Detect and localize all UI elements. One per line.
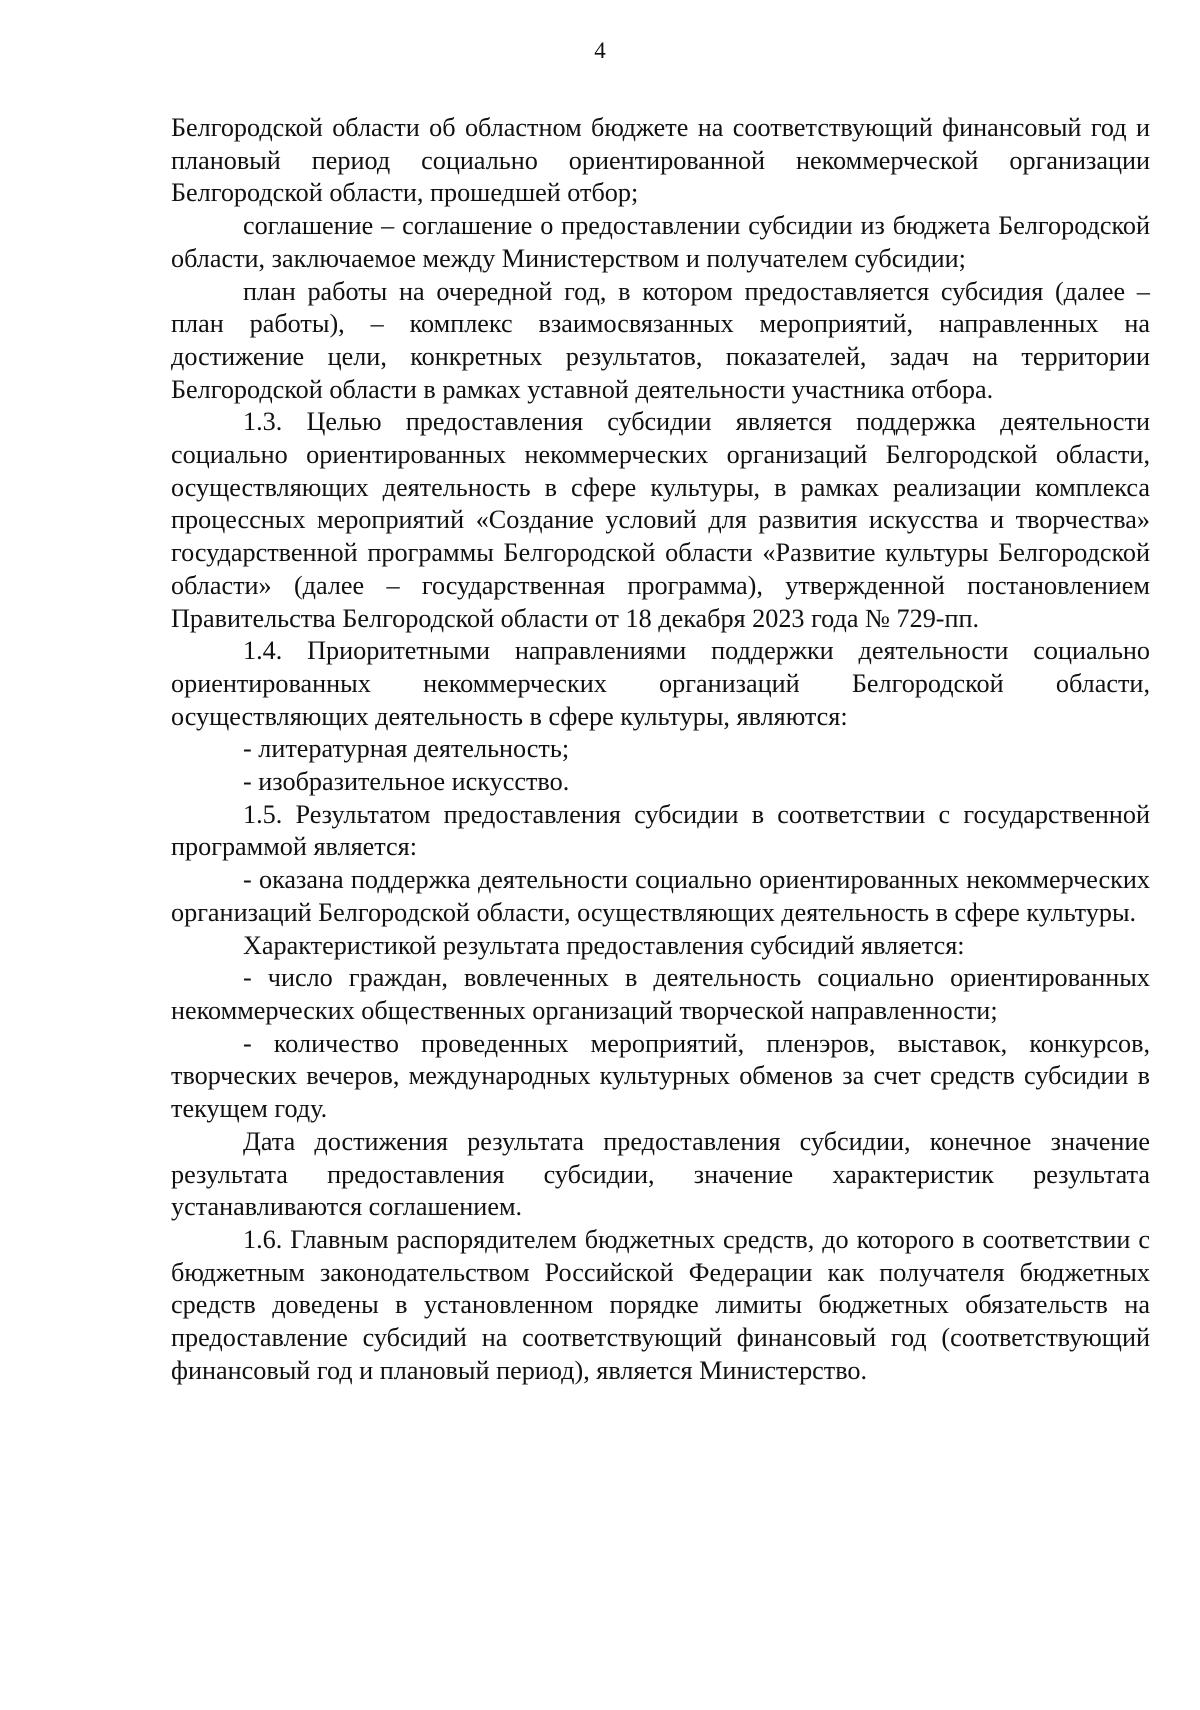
paragraph-1-3: 1.3. Целью предоставления субсидии является поддержка деятельности социально ориентированных некоммерческих организаций Белгородской области, осуществляющих деятельность в сфере культуры, в рамках реализации комплекса процессных мероприятий «Создание условий для развития искусства и творчества» государственной программы Белгородской области «Развитие культуры Белгородской области» (далее – государственная программа), утвержденной постановлением Правительства Белгородской области от 18 декабря 2023 года № 729-пп. bbox=[171, 407, 1150, 633]
paragraph-work-plan-definition: план работы на очередной год, в котором предоставляется субсидия (далее – план работы), – комплекс взаимосвязанных мероприятий, направленных на достижение цели, конкретных результатов, показателей, задач на территории Белгородской области в рамках уставной деятельности участника отбора. bbox=[171, 276, 1150, 404]
list-item: - количество проведенных мероприятий, пленэров, выставок, конкурсов, творческих вечеров, международных культурных обменов за счет средств субсидии в текущем году. bbox=[171, 1028, 1150, 1124]
paragraph-result-characteristic: Характеристикой результата предоставления субсидий является: bbox=[243, 930, 965, 960]
paragraph-1-4: 1.4. Приоритетными направлениями поддержки деятельности социально ориентированных некоммерческих организаций Белгородской области, осуществляющих деятельность в сфере культуры, являются: bbox=[171, 636, 1150, 731]
paragraph-1-6: 1.6. Главным распорядителем бюджетных средств, до которого в соответствии с бюджетным законодательством Российской Федерации как получателя бюджетных средств доведены в установленном порядке лимиты бюджетных обязательств на предоставление субсидий на соответствующий финансовый год (соответствующий финансовый год и плановый период), является Министерство. bbox=[171, 1224, 1150, 1385]
list-item: - литературная деятельность; bbox=[243, 734, 570, 764]
paragraph-agreement-definition: соглашение – соглашение о предоставлении субсидии из бюджета Белгородской области, заключаемое между Министерством и получателем субсидии; bbox=[171, 211, 1150, 273]
page-number: 4 bbox=[594, 38, 606, 63]
list-item: - оказана поддержка деятельности социально ориентированных некоммерческих организаций Белгородской области, осуществляющих деятельность в сфере культуры. bbox=[171, 865, 1150, 927]
list-item: - число граждан, вовлеченных в деятельность социально ориентированных некоммерческих общественных организаций творческой направленности; bbox=[171, 963, 1150, 1025]
document-body bbox=[171, 112, 1150, 1387]
paragraph-achievement-date: Дата достижения результата предоставления субсидии, конечное значение результата предоставления субсидии, значение характеристик результата устанавливаются соглашением. bbox=[171, 1126, 1150, 1222]
paragraph-continuation: Белгородской области об областном бюджете на соответствующий финансовый год и плановый период социально ориентированной некоммерческой организации Белгородской области, прошедшей отбор; bbox=[171, 113, 1150, 208]
list-item: - изобразительное искусство. bbox=[243, 767, 570, 797]
paragraph-1-5: 1.5. Результатом предоставления субсидии в соответствии с государственной программой является: bbox=[171, 799, 1150, 862]
